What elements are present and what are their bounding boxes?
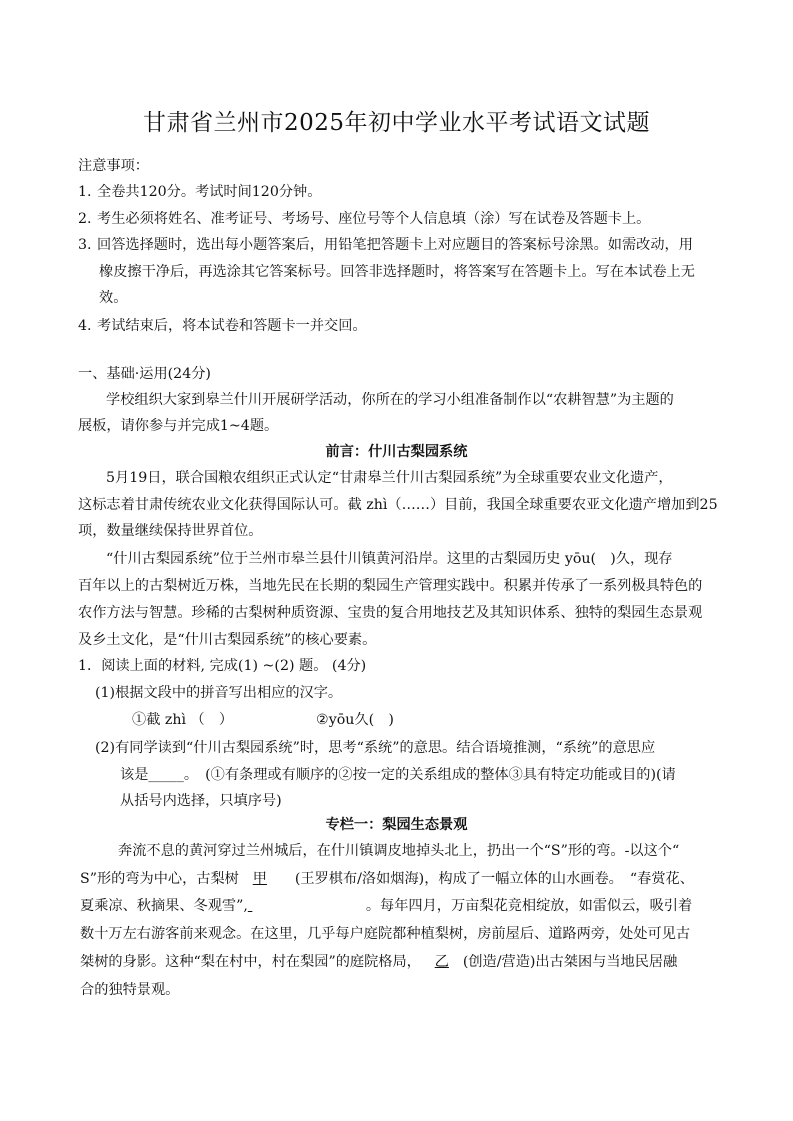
- notice-item-4-num: 4.: [78, 318, 92, 334]
- question-1-sub2: 从括号内选择，只填序号): [120, 793, 282, 809]
- blank-yi: 乙: [434, 954, 449, 970]
- preface-paragraph: “什川古梨园系统”位于兰州市皋兰县什川镇黄河沿岸。这里的古梨园历史 yōu( )久，现存: [106, 551, 673, 567]
- column-paragraph: 奔流不息的黄河穿过兰州城后，在什川镇调皮地掉头北上，扔出一个“S”形的弯。-以这个“: [118, 843, 680, 859]
- notice-item-2-text: 考生必须将姓名、准考证号、考场号、座位号等个人信息填（涂）写在试卷及答题卡上。: [97, 211, 651, 227]
- page-title: 甘肃省兰州市2025年初中学业水平考试语文试题: [142, 110, 651, 136]
- notice-item-3-text: 效。: [99, 290, 128, 306]
- notice-item-3-num: 3.: [78, 237, 92, 253]
- notice-item-3-text: 回答选择题时，选出每小题答案后，用铅笔把答题卡上对应题目的答案标号涂黑。如需改动，用: [97, 237, 693, 253]
- section-intro: 学校组织大家到皋兰什川开展研学活动，你所在的学习小组准备制作以“农耕智慧”为主题的: [106, 392, 674, 408]
- notice-item-1-num: 1.: [78, 184, 92, 200]
- notice-heading: 注意事项：: [78, 158, 149, 174]
- section-heading: 一、基础·运用(24分): [78, 366, 211, 382]
- preface-heading: 前言：什川古梨园系统: [325, 444, 468, 460]
- question-1-sub1: (1)根据文段中的拼音写出相应的汉字。: [95, 685, 343, 701]
- column-paragraph: 合的独特景观。: [80, 982, 180, 998]
- section-intro: 展板，请你参与并完成1~4题。: [78, 418, 279, 434]
- notice-item-3-text: 橡皮擦干净后，再选涂其它答案标号。回答非选择题时，将答案写在答题卡上。写在本试卷上无: [99, 264, 695, 280]
- column-paragraph: S”形的弯为中心，古梨树 甲 (王罗棋布/洛如烟海)，构成了一幅立体的山水画卷。 “春赏花、: [80, 871, 694, 887]
- question-1-sub2: (2)有同学读到“什川古梨园系统”时，思考“系统”的意思。结合语境推测，“系统”的意思应: [95, 740, 656, 756]
- question-1-sub1-item-a: ①截 zhì （ ）: [132, 712, 234, 728]
- preface-paragraph: 5月19日，联合国粮农组织正式认定“甘肃皋兰什川古梨园系统”为全球重要农业文化遗产，: [106, 470, 673, 486]
- question-1-sub1-item-b: ②yōu久( ): [316, 712, 394, 728]
- preface-paragraph: 项，数量继续保持世界首位。: [78, 523, 263, 539]
- column-heading: 专栏一：梨园生态景观: [325, 817, 468, 833]
- preface-paragraph: 百年以上的古梨树近万株，当地先民在长期的梨园生产管理实践中。积累并传承了一系列极具特色的: [78, 578, 703, 594]
- question-1-sub2: 该是_____。 (①有条理或有顺序的②按一定的关系组成的整体③具有特定功能或目的)(请: [120, 767, 676, 783]
- question-1-stem: 1．阅读上面的材料, 完成(1) ~(2) 题。 (4分): [78, 658, 367, 674]
- notice-item-4-text: 考试结束后，将本试卷和答题卡一并交回。: [97, 318, 367, 334]
- column-paragraph: 夏乘凉、秋摘果、冬观雪”, 。每年四月，万亩梨花竞相绽放，如雷似云，吸引着: [80, 898, 693, 914]
- blank-jia: 甲: [252, 871, 267, 887]
- column-paragraph: 数十万左右游客前来观念。在这里，几乎每户庭院都种植梨树，房前屋后、道路两旁，处处可见古: [80, 926, 691, 942]
- notice-item-2-num: 2.: [78, 211, 92, 227]
- preface-paragraph: 及乡土文化，是“什川古梨园系统”的核心要素。: [78, 632, 377, 648]
- preface-paragraph: 这标志着甘肃传统农业文化获得国际认可。截 zhì（……）目前，我国全球重要农亚文化遗产增加到25: [78, 497, 718, 513]
- preface-paragraph: 农作方法与智慧。珍稀的古梨树种质资源、宝贵的复合用地技艺及其知识体系、独特的梨园生态景观: [78, 605, 703, 621]
- notice-item-1-text: 全卷共120分。考试时间120分钟。: [97, 184, 322, 200]
- blank-answer: [248, 896, 366, 916]
- column-paragraph: 桀树的身影。这种“梨在村中，村在梨园”的庭院格局， 乙 (创造/营造)出古桀困与当地民居融: [80, 954, 678, 970]
